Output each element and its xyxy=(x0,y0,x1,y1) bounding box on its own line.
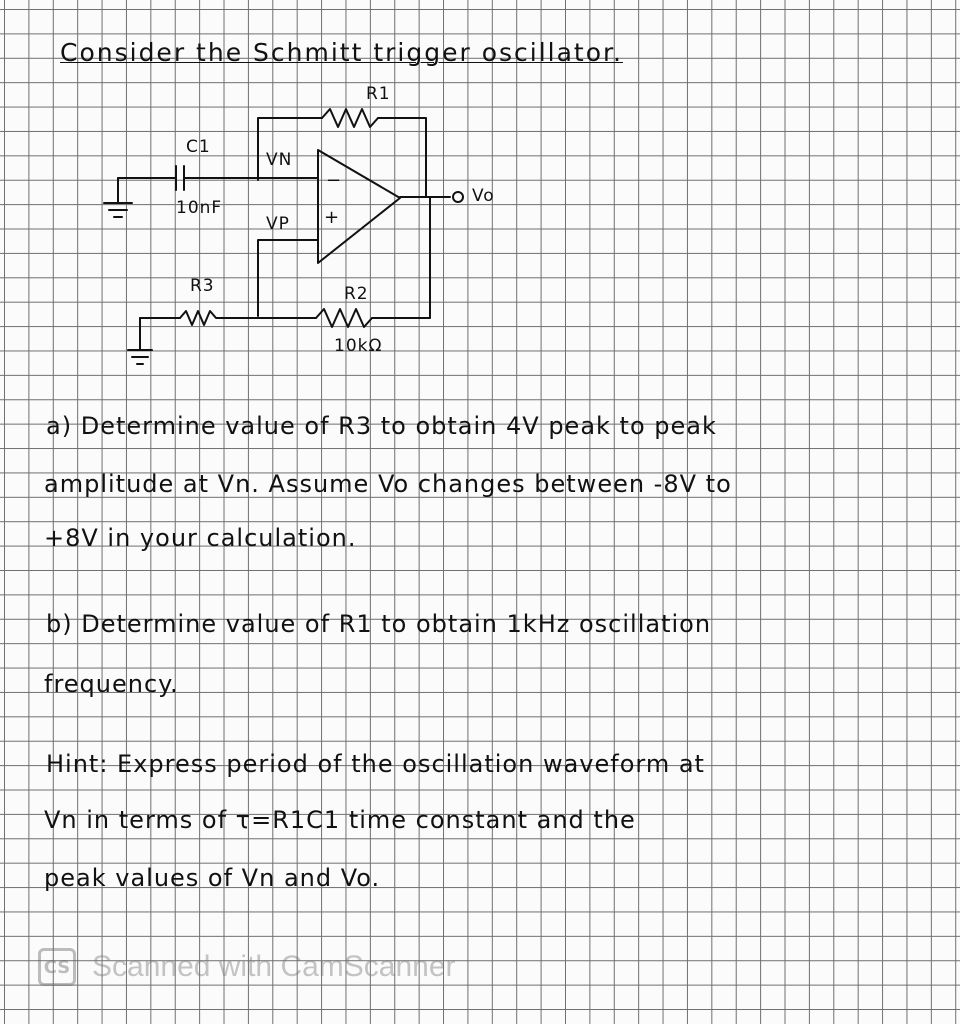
hint-line-1: Hint: Express period of the oscillation waveform at xyxy=(46,750,705,778)
part-a-line-1: a) Determine value of R3 to obtain 4V peak to peak xyxy=(46,412,717,440)
r1-resistor xyxy=(322,109,378,127)
c1-label: C1 xyxy=(186,137,211,157)
r1-wire xyxy=(258,118,322,180)
hint-line-2: Vn in terms of τ=R1C1 time constant and the xyxy=(44,806,636,834)
ground-symbol-1 xyxy=(104,178,132,217)
ground-symbol-3 xyxy=(128,318,152,364)
part-a-line-2: amplitude at Vn. Assume Vo changes between -8V to xyxy=(44,470,732,498)
watermark-text: Scanned with CamScanner xyxy=(92,950,456,983)
intro-text: Consider the Schmitt trigger oscillator. xyxy=(60,38,623,67)
r2-label: R2 xyxy=(344,284,369,304)
vp-label: VP xyxy=(266,214,290,234)
r2-value: 10kΩ xyxy=(334,336,383,356)
hint-line-3: peak values of Vn and Vo. xyxy=(44,864,381,892)
r2-resistor xyxy=(316,309,372,327)
r2-wire-right xyxy=(372,197,430,318)
camscanner-watermark xyxy=(38,948,456,986)
r3-resistor xyxy=(180,311,258,325)
output-terminal xyxy=(453,192,463,202)
vp-wire xyxy=(258,240,318,316)
camscanner-logo-icon: CS xyxy=(38,948,76,986)
c1-capacitor xyxy=(176,166,184,190)
op-amp-plus: + xyxy=(324,207,341,228)
r3-wire-left xyxy=(140,318,180,330)
r3-label: R3 xyxy=(190,276,215,296)
part-a-line-3: +8V in your calculation. xyxy=(44,524,357,552)
r1-label: R1 xyxy=(366,84,391,104)
op-amp-minus: − xyxy=(326,170,343,191)
part-b-line-1: b) Determine value of R1 to obtain 1kHz oscillation xyxy=(46,610,712,638)
vn-label: VN xyxy=(266,150,293,170)
part-b-line-2: frequency. xyxy=(44,670,179,698)
r1-wire-right xyxy=(378,118,426,197)
vo-label: Vo xyxy=(472,186,495,206)
c1-value: 10nF xyxy=(176,198,223,218)
